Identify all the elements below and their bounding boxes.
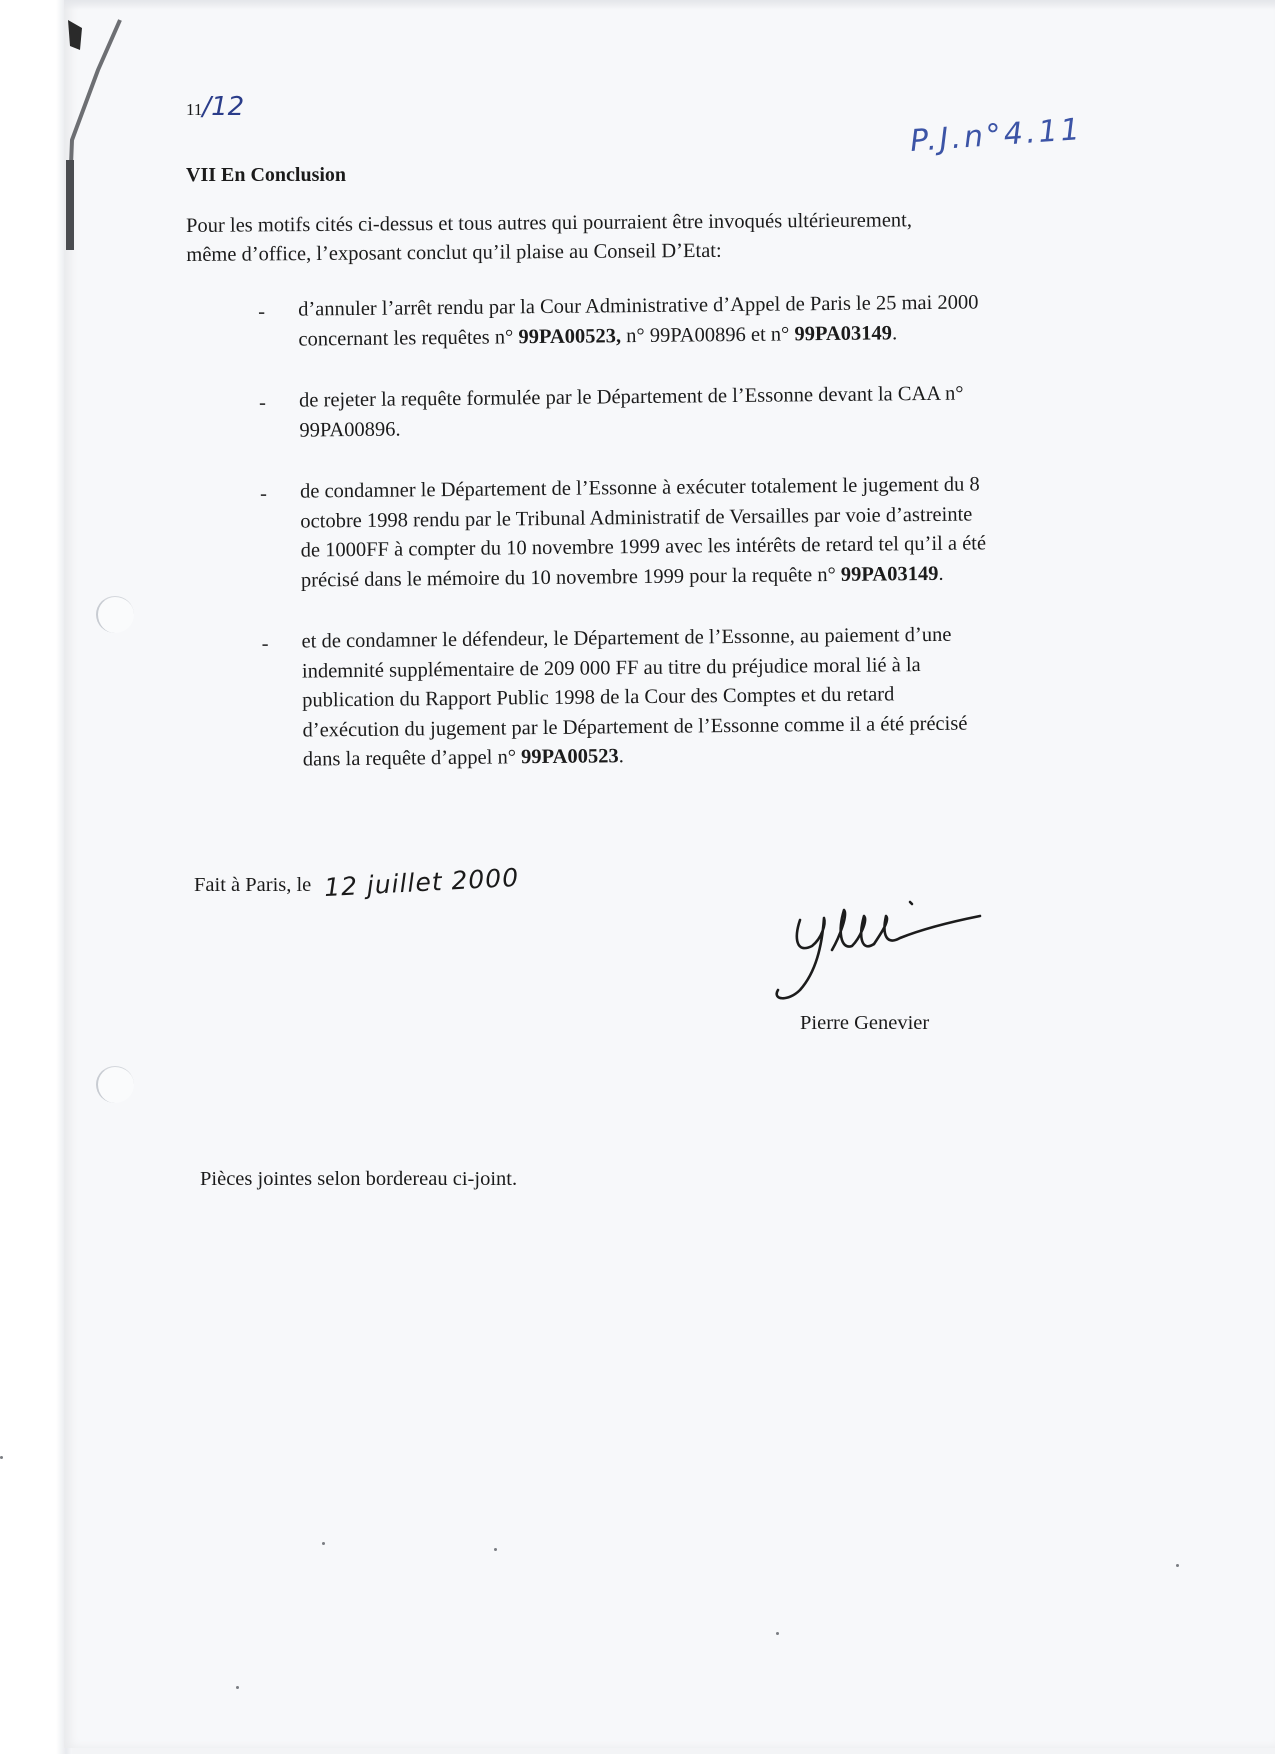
scan-speck [1176,1564,1179,1567]
place-label: Fait à Paris, le [194,874,312,896]
claim-line: 99PA00896. [299,418,401,442]
claim-text: . [891,321,898,344]
claim-damages [261,619,1162,776]
claims-list [258,287,1163,808]
scan-speck [322,1542,325,1545]
page-number-printed: 11 [186,100,203,119]
list-dash: - [261,632,269,655]
scan-speck [0,1456,3,1459]
claim-line: d’annuler l’arrêt rendu par la Cour Administrative d’Appel de Paris le 25 mai 2000 [298,291,979,321]
claim-line: octobre 1998 rendu par le Tribunal Administratif de Versailles par voie d’astreinte [300,503,973,533]
intro-line: même d’office, l’exposant conclut qu’il plaise au Conseil D’Etat: [186,239,722,266]
intro-paragraph [186,205,1086,270]
enclosures-note: Pièces jointes selon bordereau ci-joint. [200,1168,518,1190]
page-number-handwritten: /12 [202,92,245,122]
claim-enforce-judgment [260,469,1161,596]
case-reference: 99PA00523 [520,745,619,769]
list-dash: - [258,300,266,323]
claim-text: n° 99PA00896 et n° [620,322,795,347]
list-dash: - [259,391,267,414]
section-title: VII En Conclusion [186,164,347,186]
claim-line: et de condamner le défendeur, le Département de l’Essonne, au paiement d’une [301,623,952,653]
claim-line: d’exécution du jugement par le Département de l’Essonne comme il a été précisé [302,712,968,742]
claim-reject-request [259,378,1160,446]
place-and-date [194,862,521,903]
case-reference: 99PA00523, [518,324,622,348]
claim-text: . [618,745,624,768]
claim-text: dans la requête d’appel n° [302,746,522,771]
claim-text: . [938,562,944,585]
page-number [186,92,244,122]
signer-name: Pierre Genevier [800,1012,930,1034]
claim-text: précisé dans le mémoire du 10 novembre 1999 pour la requête n° [300,563,841,592]
claim-line: indemnité supplémentaire de 209 000 FF au titre du préjudice moral lié à la [301,653,921,683]
list-dash: - [259,482,268,505]
scan-left-margin [0,0,72,1754]
claim-line: de condamner le Département de l’Essonne à exécuter totalement le jugement du 8 [299,473,980,503]
claim-line: de 1000FF à compter du 10 novembre 1999 avec les intérêts de retard tel qu’il a été [300,532,987,562]
claim-annul-ruling [258,287,1159,355]
punch-hole-bottom [96,1066,134,1103]
handwritten-date: 12 juillet 2000 [323,862,521,903]
scan-speck [776,1632,779,1635]
case-reference: 99PA03149 [794,321,893,345]
scan-shadow-strip [58,0,128,260]
punch-hole-top [96,596,134,633]
claim-line: de rejeter la requête formulée par le Département de l’Essonne devant la CAA n° [298,382,964,412]
scan-top-edge [64,0,1275,10]
intro-line: Pour les motifs cités ci-dessus et tous autres qui pourraient être invoqués ultérieurement, [186,209,913,237]
claim-text: concernant les requêtes n° [298,325,519,351]
handwritten-reference: P.J.n°4.11 [908,112,1084,159]
signature-mark [760,880,1000,1010]
scan-speck [236,1686,239,1689]
scan-speck [494,1548,497,1551]
claim-line: publication du Rapport Public 1998 de la Cour des Comptes et du retard [302,683,895,712]
case-reference: 99PA03149 [840,562,939,586]
